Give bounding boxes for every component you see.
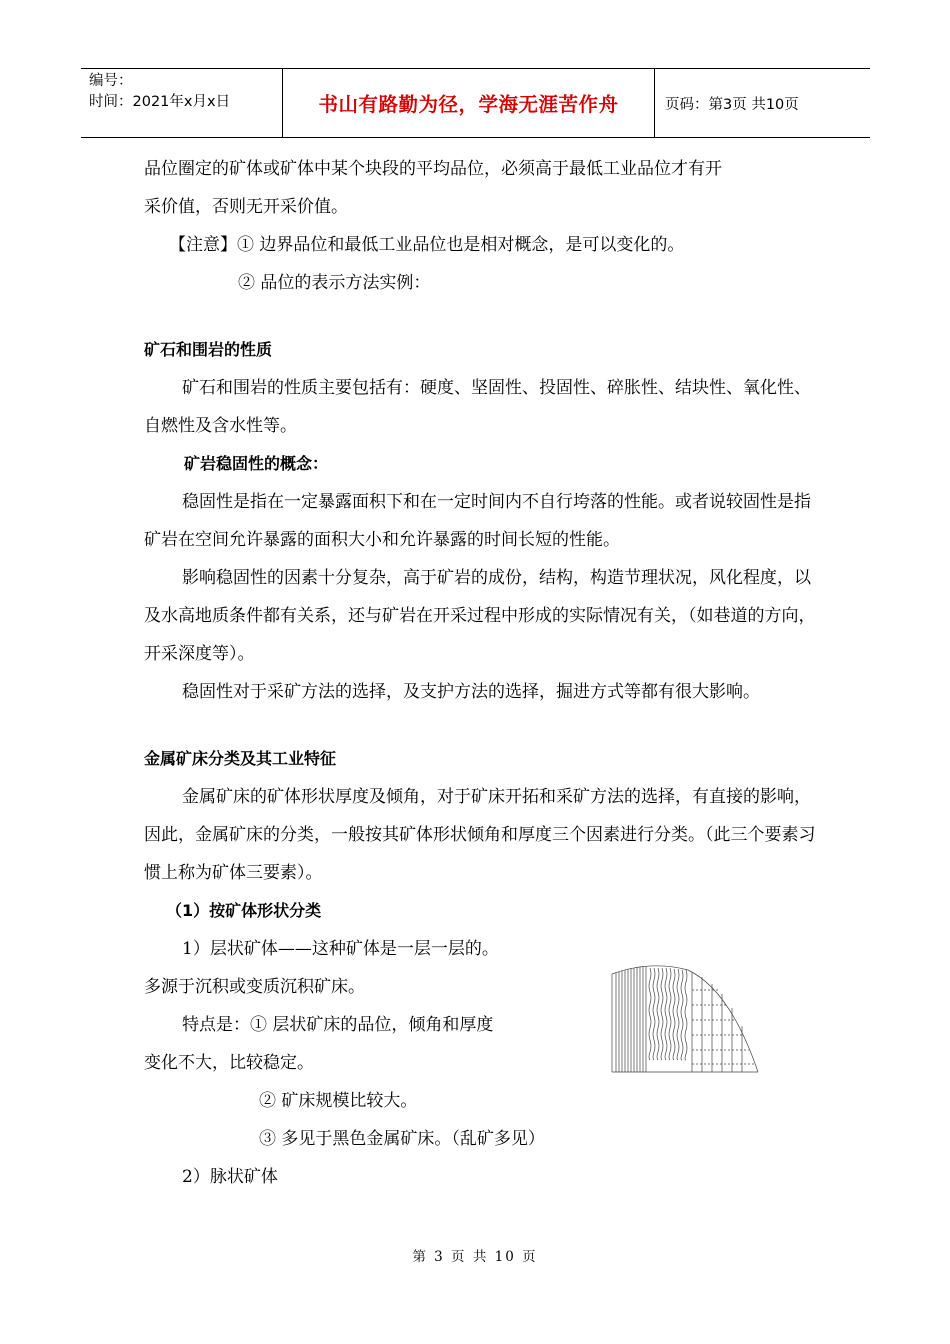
document-number-label: 编号：: [89, 73, 133, 89]
header-motto: 书山有路勤为径，学海无涯苦作舟: [282, 69, 655, 137]
item-vein: 2）脉状矿体: [182, 1167, 278, 1187]
feature-3: ③ 多见于黑色金属矿床。（乱矿多见）: [259, 1129, 545, 1149]
feature-line2: 变化不大，比较稳定。: [144, 1053, 314, 1073]
section-heading-deposit-classification: 金属矿床分类及其工业特征: [144, 749, 337, 768]
paragraph-ore-properties: 矿石和围岩的性质主要包括有：硬度、坚固性、投固性、碎胀性、结块性、氧化性、自燃性及含水性等。: [144, 378, 811, 436]
paragraph-stability-importance: 稳固性对于采矿方法的选择，及支护方法的选择，掘进方式等都有很大影响。: [182, 682, 760, 702]
feature-2: ② 矿床规模比较大。: [259, 1091, 418, 1111]
paragraph-stability-factors: 影响稳固性的因素十分复杂，高于矿岩的成份，结构，构造节理状况，风化程度，以及水高地质条件都有关系，还与矿岩在开采过程中形成的实际情况有关，（如巷道的方向，开采深度等）。: [144, 568, 816, 664]
document-date: 时间：2021年x月x日: [89, 94, 231, 110]
subheading-shape-classification: （1）按矿体形状分类: [166, 901, 322, 920]
layered-deposit-figure: [610, 960, 760, 1075]
paragraph-stability-definition: 稳固性是指在一定暴露面积下和在一定时间内不自行垮落的性能。或者说较固性是指矿岩在空间允许暴露的面积大小和允许暴露的时间长短的性能。: [144, 492, 811, 550]
note-1: 【注意】① 边界品位和最低工业品位也是相对概念，是可以变化的。: [169, 235, 685, 255]
paragraph-classification: 金属矿床的矿体形状厚度及倾角，对于矿床开拓和采矿方法的选择，有直接的影响，因此，金属矿床的分类，一般按其矿体形状倾角和厚度三个因素进行分类。（此三个要素习惯上称为矿体三要素）。: [144, 787, 816, 883]
header-page-info: 页码：第3页 共10页: [665, 96, 799, 113]
item-layered-line2: 多源于沉积或变质沉积矿床。: [144, 977, 365, 997]
header-table: [81, 68, 870, 138]
item-layered-line1: 1）层状矿体——这种矿体是一层一层的。: [182, 939, 499, 959]
feature-line1: 特点是：① 层状矿床的品位，倾角和厚度: [182, 1015, 494, 1035]
paragraph-grade-line1: 品位圈定的矿体或矿体中某个块段的平均品位，必须高于最低工业品位才有开: [144, 159, 722, 179]
note-2: ② 品位的表示方法实例：: [238, 273, 431, 293]
section-heading-ore-properties: 矿石和围岩的性质: [144, 340, 273, 359]
page-footer: 第 3 页 共 10 页: [412, 1249, 538, 1265]
header-left-cell: [81, 69, 282, 137]
subheading-stability: 矿岩稳固性的概念：: [184, 454, 329, 473]
paragraph-grade-line2: 采价值，否则无开采价值。: [144, 197, 348, 217]
